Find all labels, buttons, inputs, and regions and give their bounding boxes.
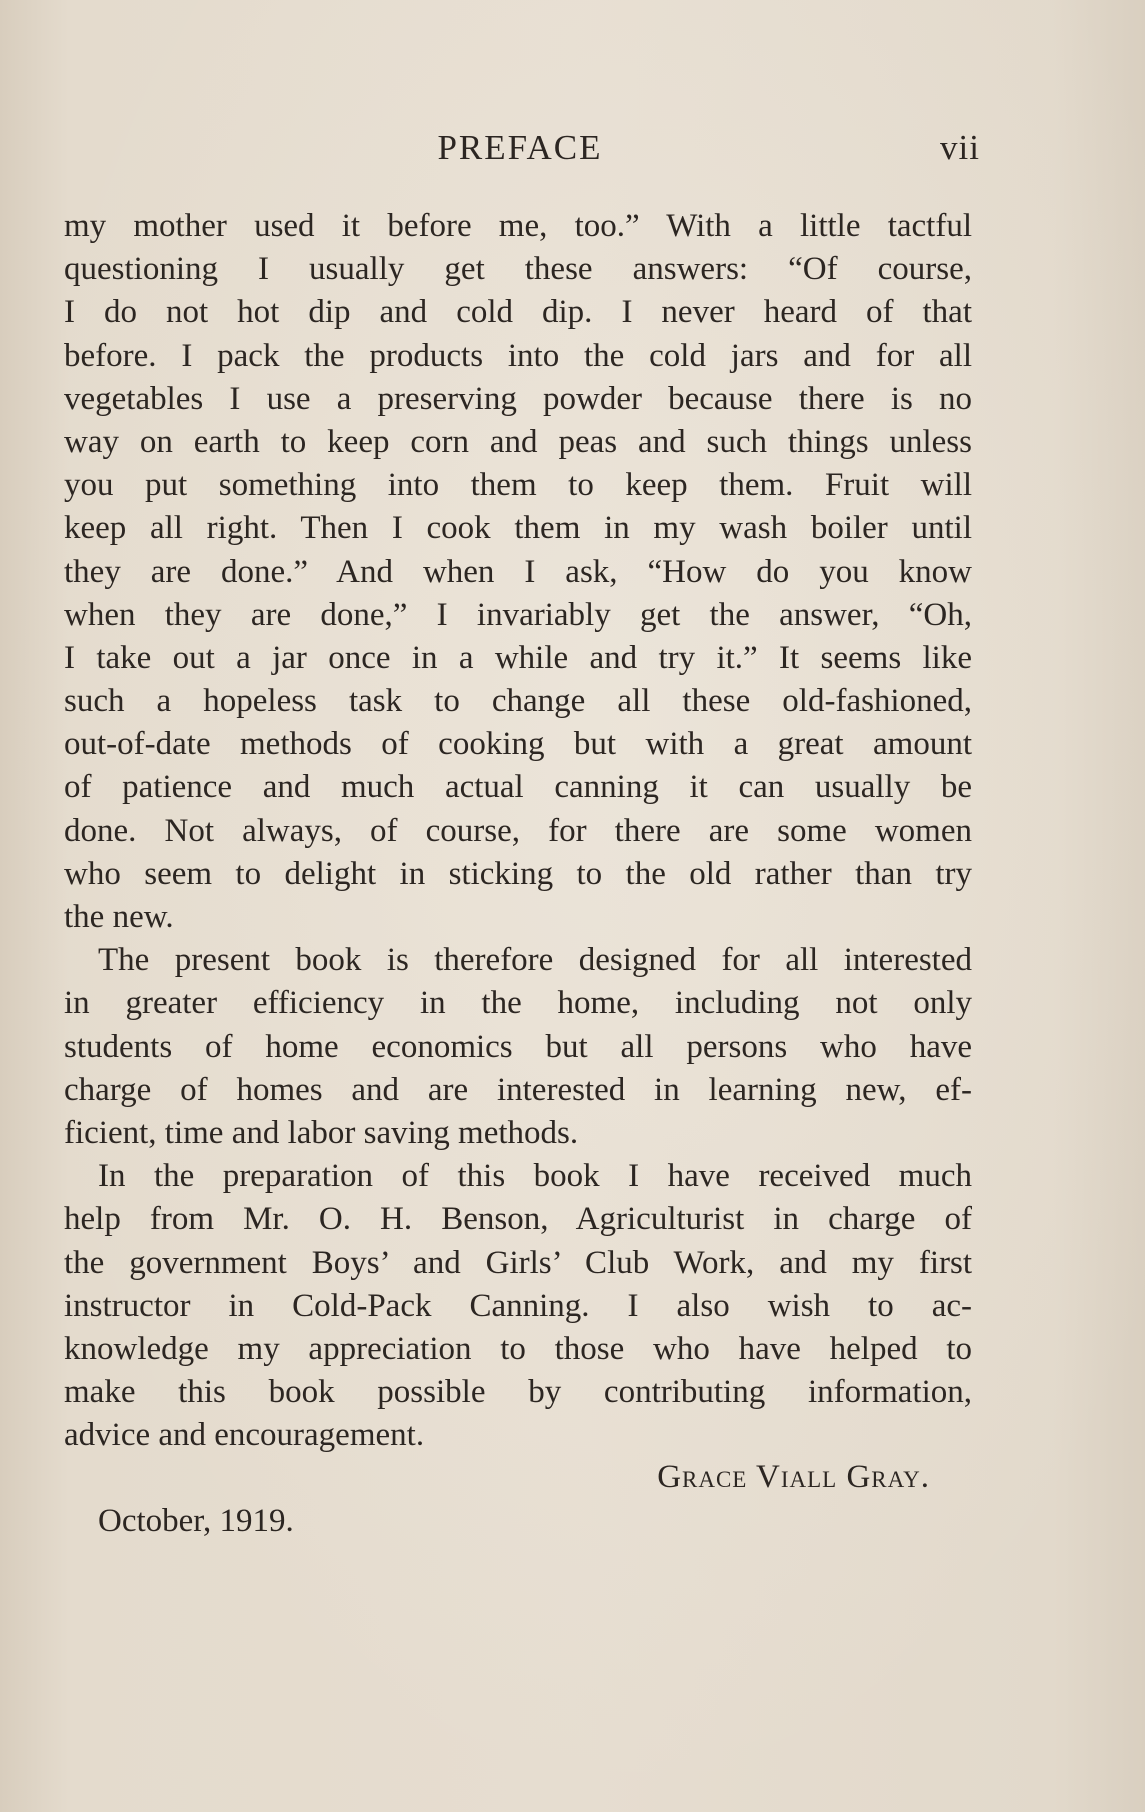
paragraph (64, 1155, 972, 1457)
text-line: help from Mr. O. H. Benson, Agriculturist in charge of (64, 1201, 972, 1238)
text-line: keep all right. Then I cook them in my wash boiler until (64, 510, 972, 547)
text-line: The present book is therefore designed for all interested (98, 942, 972, 979)
text-line: in greater efficiency in the home, including not only (64, 985, 972, 1022)
text-line: out-of-date methods of cooking but with a great amount (64, 726, 972, 763)
text-line: you put something into them to keep them. Fruit will (64, 467, 972, 504)
text-line: of patience and much actual canning it can usually be (64, 769, 972, 806)
running-head (60, 128, 980, 172)
body-text (64, 205, 972, 1457)
dateline: October, 1919. (98, 1503, 294, 1539)
page-number: vii (940, 128, 980, 167)
text-line: vegetables I use a preserving powder because there is no (64, 380, 972, 417)
text-line: when they are done,” I invariably get the answer, “Oh, (64, 596, 972, 633)
text-line: before. I pack the products into the cold jars and for all (64, 337, 972, 374)
author-signature: Grace Viall Gray. (657, 1459, 930, 1495)
text-line: make this book possible by contributing information, (64, 1374, 972, 1411)
text-line: students of home economics but all persons who have (64, 1028, 972, 1065)
text-line: who seem to delight in sticking to the old rather than try (64, 855, 972, 892)
text-line: way on earth to keep corn and peas and such things unless (64, 423, 972, 460)
text-line: they are done.” And when I ask, “How do you know (64, 553, 972, 590)
text-line: questioning I usually get these answers: “Of course, (64, 251, 972, 288)
paragraph (64, 205, 972, 939)
text-line: such a hopeless task to change all these old-fashioned, (64, 683, 972, 720)
running-title: PREFACE (437, 128, 603, 167)
text-line: In the preparation of this book I have received much (98, 1158, 972, 1195)
text-line: knowledge my appreciation to those who have helped to (64, 1330, 972, 1367)
text-line: my mother used it before me, too.” With a little tactful (64, 208, 972, 244)
text-line: the government Boys’ and Girls’ Club Work, and my first (64, 1244, 972, 1281)
text-line: I do not hot dip and cold dip. I never heard of that (64, 294, 972, 331)
text-line: I take out a jar once in a while and try it.” It seems like (64, 639, 972, 676)
paragraph (64, 939, 972, 1155)
text-line: advice and encouragement. (64, 1417, 425, 1454)
text-line: charge of homes and are interested in learning new, ef- (64, 1071, 972, 1108)
text-line: done. Not always, of course, for there are some women (64, 812, 972, 849)
text-line: instructor in Cold-Pack Canning. I also wish to ac- (64, 1287, 972, 1324)
text-line: the new. (64, 899, 174, 935)
text-line: ficient, time and labor saving methods. (64, 1114, 579, 1151)
